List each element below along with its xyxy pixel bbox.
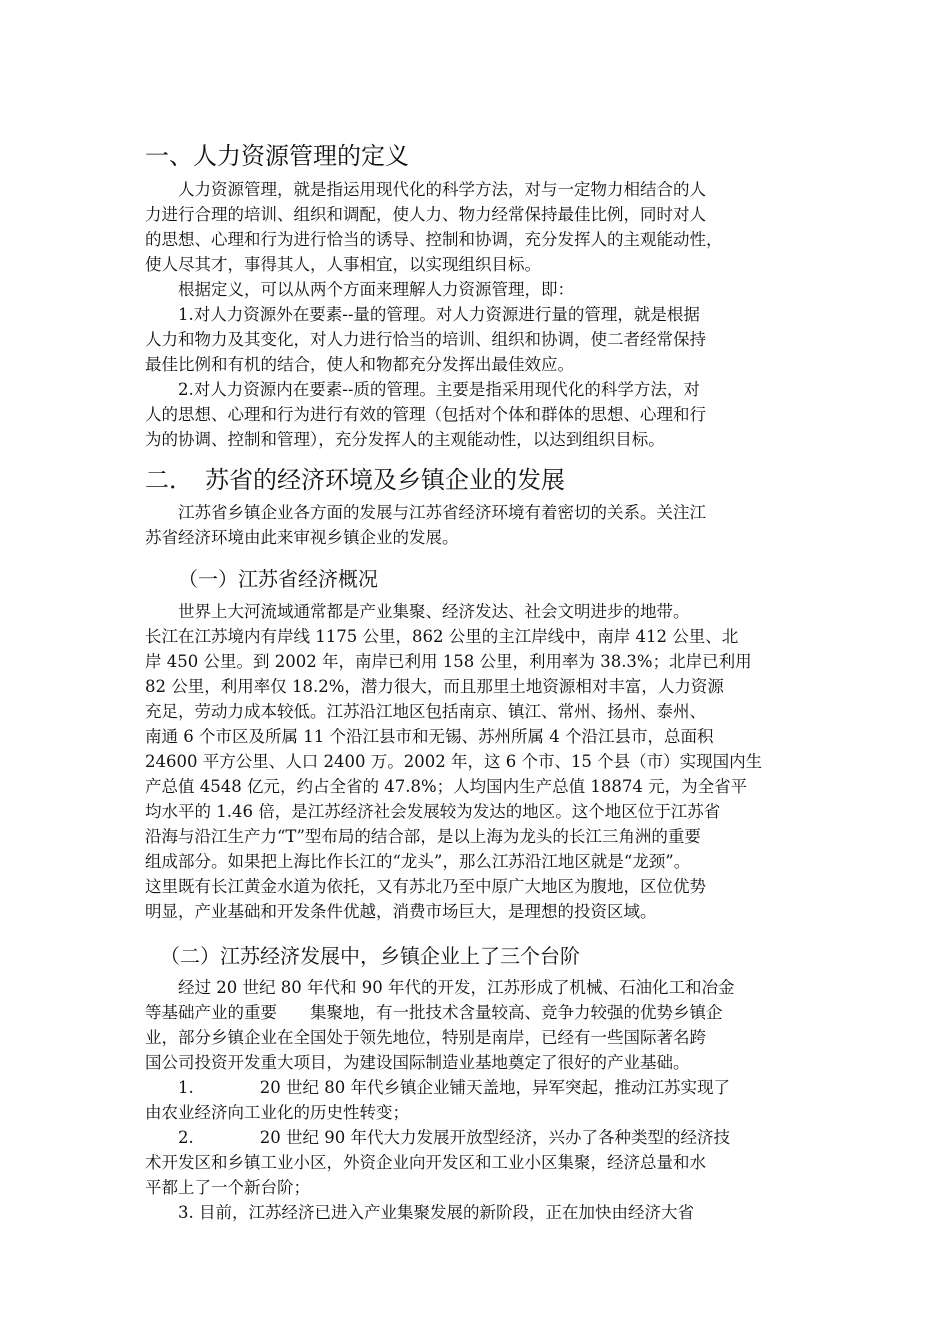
paragraph-line: 2. 20 世纪 90 年代大力发展开放型经济，兴办了各种类型的经济技 — [145, 1128, 730, 1147]
paragraph-line: 术开发区和乡镇工业小区，外资企业向开发区和工业小区集聚，经济总量和水 — [145, 1153, 706, 1172]
paragraph-line: 2.对人力资源内在要素--质的管理。主要是指采用现代化的科学方法，对 — [145, 380, 700, 399]
subsection-heading-1: （一）江苏省经济概况 — [178, 567, 378, 591]
paragraph-line: 82 公里，利用率仅 18.2%，潜力很大，而且那里土地资源相对丰富，人力资源 — [145, 677, 724, 696]
paragraph-line: 沿海与沿江生产力“T”型布局的结合部，是以上海为龙头的长江三角洲的重要 — [145, 827, 701, 846]
paragraph-line: 苏省经济环境由此来审视乡镇企业的发展。 — [145, 528, 459, 547]
paragraph-line: 经过 20 世纪 80 年代和 90 年代的开发，江苏形成了机械、石油化工和冶金 — [145, 978, 735, 997]
paragraph-line: 3. 目前，江苏经济已进入产业集聚发展的新阶段，正在加快由经济大省 — [145, 1203, 694, 1222]
paragraph-line: 力进行合理的培训、组织和调配，使人力、物力经常保持最佳比例，同时对人 — [145, 205, 706, 224]
paragraph-line: 为的协调、控制和管理），充分发挥人的主观能动性，以达到组织目标。 — [145, 430, 665, 449]
paragraph-line: 人力和物力及其变化，对人力进行恰当的培训、组织和协调，使二者经常保持 — [145, 330, 706, 349]
paragraph-line: 明显，产业基础和开发条件优越，消费市场巨大，是理想的投资区域。 — [145, 902, 657, 921]
subsection-1-body — [145, 599, 805, 924]
section-1-body — [145, 177, 805, 452]
paragraph-line: 南通 6 个市区及所属 11 个沿江县市和无锡、苏州所属 4 个沿江县市，总面积 — [145, 727, 714, 746]
paragraph-line: 的思想、心理和行为进行恰当的诱导、控制和协调，充分发挥人的主观能动性， — [145, 230, 723, 249]
section-2-body — [145, 500, 805, 550]
subsection-2-body — [145, 975, 805, 1225]
subsection-heading-2: （二）江苏经济发展中，乡镇企业上了三个台阶 — [160, 944, 580, 968]
paragraph-line: 1. 20 世纪 80 年代乡镇企业铺天盖地，异军突起，推动江苏实现了 — [145, 1078, 730, 1097]
paragraph-line: 根据定义，可以从两个方面来理解人力资源管理，即： — [145, 280, 574, 299]
paragraph-line: 组成部分。如果把上海比作长江的“龙头”，那么江苏沿江地区就是“龙颈”。 — [145, 852, 691, 871]
paragraph-line: 人力资源管理，就是指运用现代化的科学方法，对与一定物力相结合的人 — [145, 180, 706, 199]
paragraph-line: 充足，劳动力成本较低。江苏沿江地区包括南京、镇江、常州、扬州、泰州、 — [145, 702, 706, 721]
paragraph-line: 24600 平方公里、人口 2400 万。2002 年，这 6 个市、15 个县（市）实现国内生 — [145, 752, 763, 771]
paragraph-line: 业，部分乡镇企业在全国处于领先地位，特别是南岸，已经有一些国际著名跨 — [145, 1028, 706, 1047]
paragraph-line: 人的思想、心理和行为进行有效的管理（包括对个体和群体的思想、心理和行 — [145, 405, 706, 424]
section-heading-2: 二． 苏省的经济环境及乡镇企业的发展 — [145, 466, 565, 494]
paragraph-line: 由农业经济向工业化的历史性转变； — [145, 1103, 409, 1122]
paragraph-line: 最佳比例和有机的结合，使人和物都充分发挥出最佳效应。 — [145, 355, 574, 374]
paragraph-line: 1.对人力资源外在要素--量的管理。对人力资源进行量的管理，就是根据 — [145, 305, 700, 324]
paragraph-line: 均水平的 1.46 倍，是江苏经济社会发展较为发达的地区。这个地区位于江苏省 — [145, 802, 721, 821]
paragraph-line: 国公司投资开发重大项目，为建设国际制造业基地奠定了很好的产业基础。 — [145, 1053, 690, 1072]
paragraph-line: 使人尽其才，事得其人，人事相宜，以实现组织目标。 — [145, 255, 541, 274]
section-heading-1: 一、人力资源管理的定义 — [145, 142, 409, 170]
paragraph-line: 岸 450 公里。到 2002 年，南岸已利用 158 公里，利用率为 38.3%；北岸已利用 — [145, 652, 752, 671]
paragraph-line: 平都上了一个新台阶； — [145, 1178, 310, 1197]
paragraph-line: 世界上大河流域通常都是产业集聚、经济发达、社会文明进步的地带。 — [145, 602, 690, 621]
paragraph-line: 这里既有长江黄金水道为依托，又有苏北乃至中原广大地区为腹地，区位优势 — [145, 877, 706, 896]
paragraph-line: 江苏省乡镇企业各方面的发展与江苏省经济环境有着密切的关系。关注江 — [145, 503, 706, 522]
paragraph-line: 长江在江苏境内有岸线 1175 公里，862 公里的主江岸线中，南岸 412 公里、北 — [145, 627, 739, 646]
paragraph-line: 等基础产业的重要 集聚地，有一批技术含量较高、竞争力较强的优势乡镇企 — [145, 1003, 723, 1022]
paragraph-line: 产总值 4548 亿元，约占全省的 47.8%；人均国内生产总值 18874 元，为全省平 — [145, 777, 748, 796]
